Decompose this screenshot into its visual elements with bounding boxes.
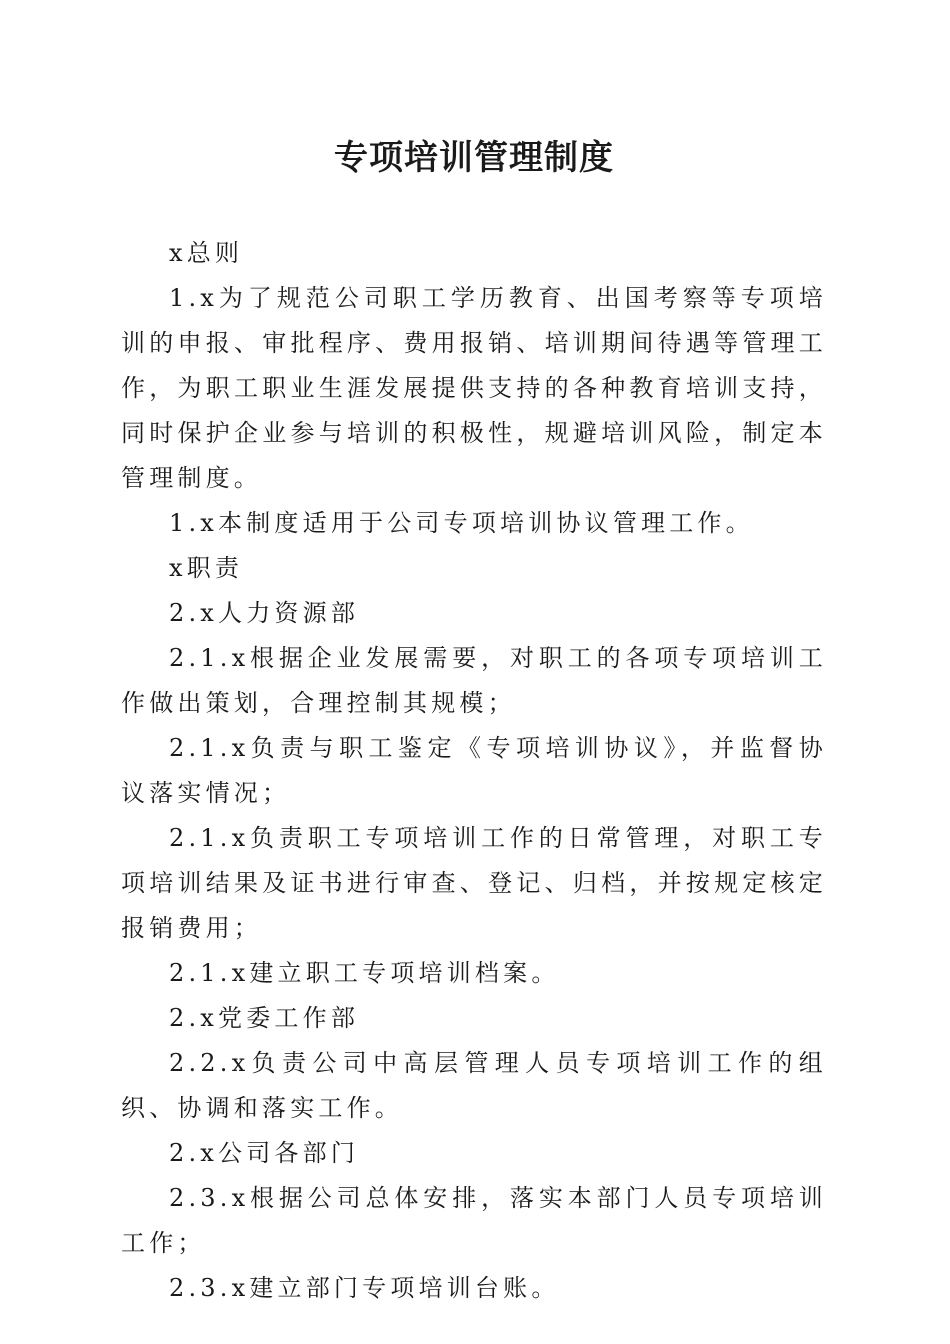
paragraph: 2.3.x建立部门专项培训台账。 [169, 1274, 560, 1302]
paragraph: 2.1.x根据企业发展需要，对职工的各项专项培训工作做出策划，合理控制其规模； [121, 644, 827, 717]
paragraph: 1.x为了规范公司职工学历教育、出国考察等专项培训的申报、审批程序、费用报销、培训期间待遇等管理工作，为职工职业生涯发展提供支持的各种教育培训支持，同时保护企业参与培训的积极性，规避培训风险，制定本管理制度。 [121, 284, 827, 492]
paragraph: 2.3.x根据公司总体安排，落实本部门人员专项培训工作； [121, 1184, 827, 1257]
document-body [121, 231, 827, 1311]
heading-duties: x职责 [169, 554, 244, 582]
subheading: 2.x党委工作部 [169, 1004, 360, 1032]
paragraph: 2.1.x负责职工专项培训工作的日常管理，对职工专项培训结果及证书进行审查、登记、归档，并按规定核定报销费用； [121, 824, 827, 942]
paragraph: 2.1.x建立职工专项培训档案。 [169, 959, 560, 987]
subheading: 2.x人力资源部 [169, 599, 360, 627]
subheading: 2.x公司各部门 [169, 1139, 360, 1167]
document-title: 专项培训管理制度 [334, 138, 614, 178]
paragraph: 2.2.x负责公司中高层管理人员专项培训工作的组织、协调和落实工作。 [121, 1049, 827, 1122]
heading-general: x总则 [169, 239, 244, 267]
paragraph: 2.1.x负责与职工鉴定《专项培训协议》，并监督协议落实情况； [121, 734, 827, 807]
paragraph: 1.x本制度适用于公司专项培训协议管理工作。 [169, 509, 754, 537]
